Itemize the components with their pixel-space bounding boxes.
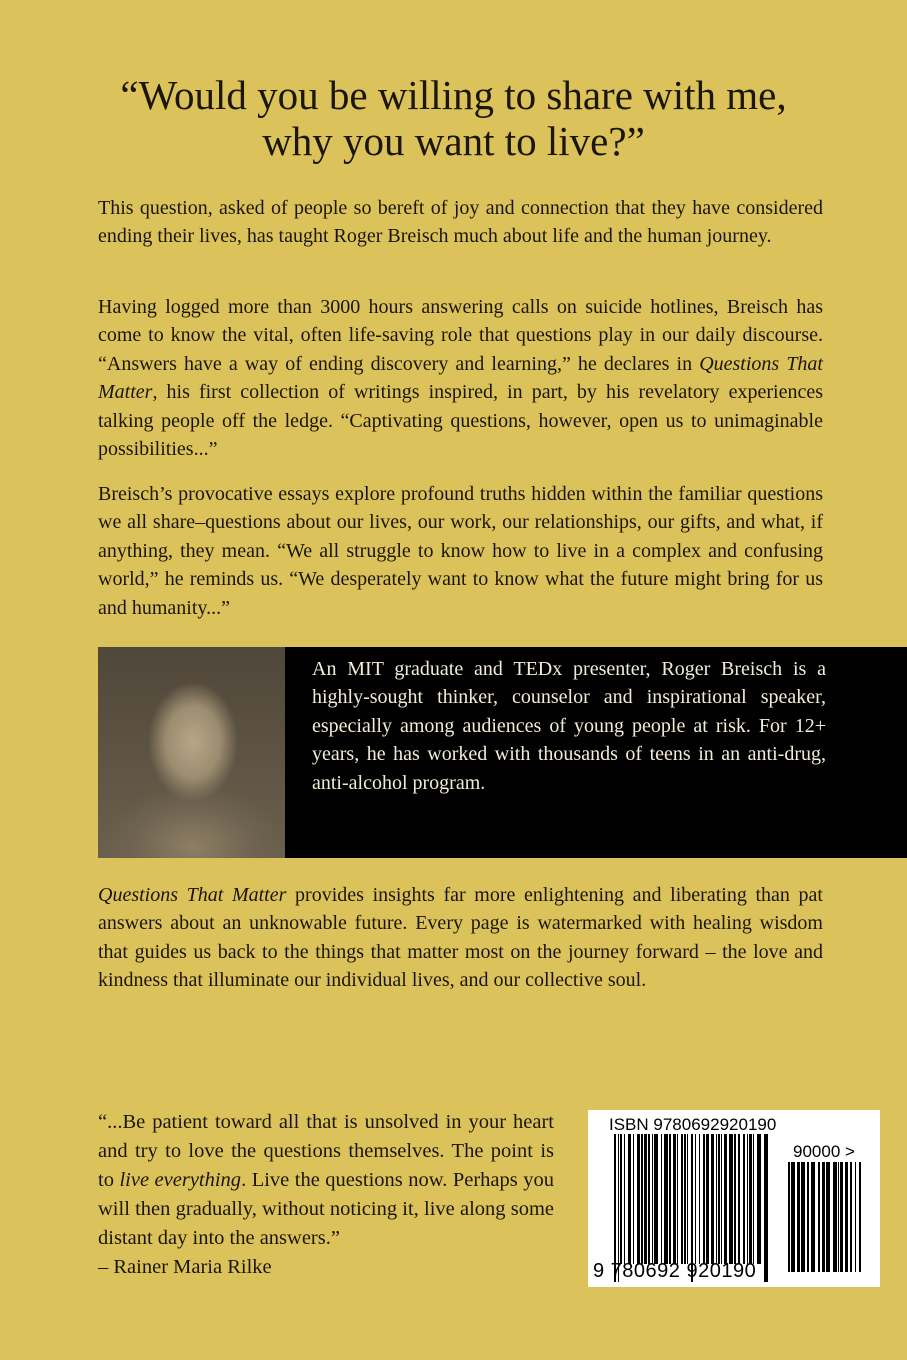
author-photo: [98, 647, 285, 858]
barcode-bar: [624, 1134, 625, 1264]
paragraph-text: Breisch’s provocative essays explore profound truths hidden within the familiar questions we all share–questions about our lives, our work, our relationships, our gifts, and what, if anything, they mean. “We all struggle to know how to live in a complex and confusing world,” he reminds us. “We desperately want to know what the future might bring for us and humanity...”: [98, 483, 823, 619]
isbn-label: ISBN 9780692920190: [609, 1115, 777, 1134]
barcode-bar: [749, 1134, 752, 1264]
book-title: Questions That Matter: [98, 884, 287, 906]
barcode-bar: [673, 1134, 676, 1264]
barcode-bar: [633, 1134, 634, 1264]
barcode-bar: [811, 1162, 815, 1272]
headline-line-1: “Would you be willing to share with me,: [120, 72, 787, 118]
barcode-bar: [826, 1162, 830, 1272]
quote-attribution: – Rainer Maria Rilke: [98, 1256, 272, 1278]
barcode-bar: [757, 1134, 761, 1264]
author-bio-box: [98, 647, 907, 858]
barcode-bar: [628, 1134, 631, 1264]
barcode-bar: [718, 1134, 720, 1264]
barcode-bar: [801, 1162, 805, 1272]
barcode-bar: [833, 1162, 837, 1272]
barcode-bar: [652, 1134, 653, 1264]
barcode-bar: [738, 1134, 740, 1264]
rilke-quote: [98, 1108, 554, 1282]
barcode-bar: [729, 1134, 733, 1264]
barcode-bar: [764, 1134, 768, 1282]
barcode-bar: [706, 1134, 709, 1264]
barcode-bar: [734, 1134, 736, 1264]
barcode-bar: [850, 1162, 852, 1272]
barcode-bar: [716, 1134, 717, 1264]
barcode-bar: [724, 1134, 727, 1264]
essays-paragraph: [98, 480, 823, 622]
paragraph-text: This question, asked of people so bereft of joy and connection that they have considered ending their lives, has taught Roger Breisch much about life and the human journey.: [98, 197, 823, 248]
barcode-bar: [711, 1134, 714, 1264]
paragraph-text: Having logged more than 3000 hours answering calls on suicide hotlines, Breisch has come to know the vital, often life-saving role that questions play in our daily discourse. “Answers have a way of ending discovery and learning,” he declares in: [98, 296, 823, 375]
barcode-bar: [791, 1162, 795, 1272]
barcode-bar: [664, 1134, 668, 1264]
author-bio-text: An MIT graduate and TEDx presenter, Roger Breisch is a highly-sought thinker, counselor and inspirational speaker, especially among audiences of young people at risk. For 12+ years, he has worked with thousands of teens in an anti-drug, anti-alcohol program.: [312, 658, 826, 794]
isbn-barcode: [588, 1110, 880, 1287]
barcode-bar: [859, 1162, 861, 1272]
barcode-bar: [681, 1134, 683, 1264]
barcode-bar: [807, 1162, 809, 1272]
quote-text: . Live the questions now. Perhaps you will then gradually, without noticing it, live along some distant day into the answers.”: [98, 1169, 554, 1249]
barcode-bar: [687, 1134, 688, 1264]
price-code: 90000 >: [793, 1142, 855, 1161]
hotline-paragraph: [98, 293, 823, 463]
book-title: Questions That Matter: [98, 352, 823, 404]
barcode-bar: [669, 1134, 671, 1264]
barcode-bar: [703, 1134, 705, 1264]
headline-quote: [0, 72, 907, 164]
barcode-bar: [654, 1134, 658, 1264]
barcode-bar: [845, 1162, 848, 1272]
quote-text: “...Be patient toward all that is unsolved in your heart and try to love the questions themselves. The point is to: [98, 1111, 554, 1191]
barcode-bar: [644, 1134, 647, 1264]
barcode-bar: [797, 1162, 800, 1272]
quote-emphasis: live everything: [119, 1169, 242, 1191]
isbn-digits: 9 780692 920190: [593, 1260, 757, 1282]
closing-paragraph: [98, 881, 823, 995]
barcode-bar: [743, 1134, 745, 1264]
barcode-bar: [620, 1134, 622, 1264]
barcode-bar: [840, 1162, 843, 1272]
headline-line-2: why you want to live?”: [262, 118, 645, 164]
barcode-bar: [788, 1162, 790, 1272]
price-barcode-bars: [788, 1162, 866, 1272]
barcode-bar: [747, 1134, 748, 1264]
barcode-bar: [677, 1134, 678, 1264]
intro-paragraph: [98, 194, 823, 251]
barcode-bar: [822, 1162, 825, 1272]
barcode-bar: [838, 1162, 839, 1272]
barcode-bar: [684, 1134, 686, 1264]
barcode-bar: [753, 1134, 754, 1264]
paragraph-text: provides insights far more enlightening and liberating than pat answers about an unknowable future. Every page is watermarked with healing wisdom that guides us back to the things that matter most on the journey forward – the love and kindness that illuminate our individual lives, and our collective soul.: [98, 884, 823, 992]
barcode-bar: [695, 1134, 696, 1264]
barcode-bar: [818, 1162, 820, 1272]
barcode-bar: [661, 1134, 662, 1264]
barcode-bar: [855, 1162, 856, 1272]
barcode-bar: [699, 1134, 700, 1264]
barcode-bar: [721, 1134, 722, 1264]
paragraph-text: , his first collection of writings inspired, in part, by his revelatory experiences talking people off the ledge. “Captivating questions, however, open us to unimaginable possibilities...”: [98, 381, 823, 461]
barcode-bar: [637, 1134, 640, 1264]
barcode-bar: [641, 1134, 643, 1264]
barcode-bar: [648, 1134, 650, 1264]
